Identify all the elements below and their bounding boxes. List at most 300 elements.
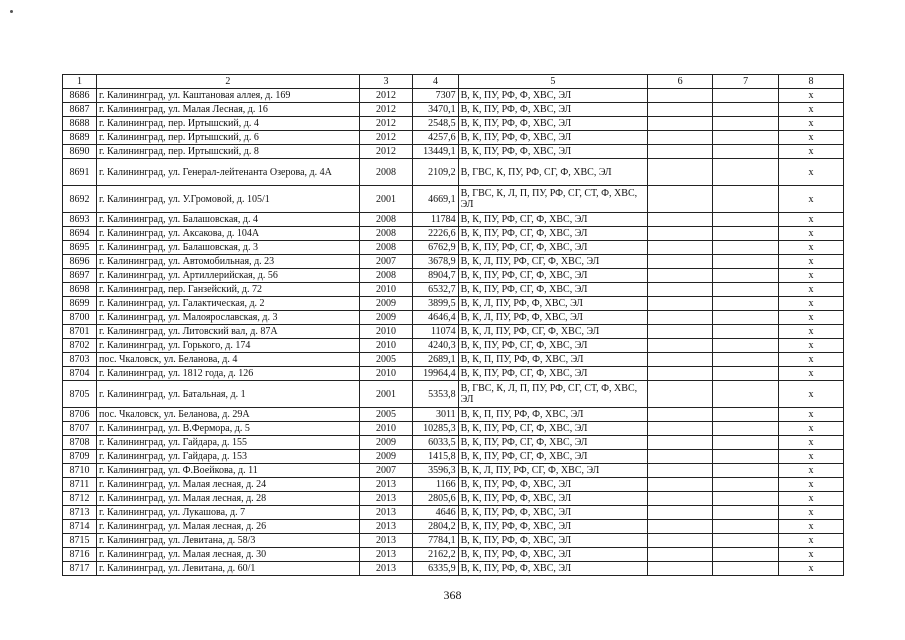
col6-cell <box>648 186 713 213</box>
table-row <box>63 89 844 103</box>
year-cell: 2001 <box>359 381 413 408</box>
year-cell: 2013 <box>359 520 413 534</box>
col8-cell: х <box>779 408 844 422</box>
row-number: 8688 <box>63 117 97 131</box>
col8-cell: х <box>779 89 844 103</box>
col7-cell <box>713 367 779 381</box>
table-row <box>63 283 844 297</box>
table-row <box>63 408 844 422</box>
col6-cell <box>648 269 713 283</box>
systems-cell: В, К, Л, ПУ, РФ, Ф, ХВС, ЭЛ <box>458 311 648 325</box>
year-cell: 2013 <box>359 534 413 548</box>
year-cell: 2013 <box>359 548 413 562</box>
col6-cell <box>648 422 713 436</box>
column-number: 6 <box>648 75 713 89</box>
year-cell: 2009 <box>359 297 413 311</box>
area-cell: 3596,3 <box>413 464 458 478</box>
area-cell: 4646 <box>413 506 458 520</box>
col7-cell <box>713 227 779 241</box>
area-cell: 11784 <box>413 213 458 227</box>
col8-cell: х <box>779 269 844 283</box>
address-cell: г. Калининград, ул. Генерал-лейтенанта Озерова, д. 4А <box>97 159 360 186</box>
systems-cell: В, К, ПУ, РФ, Ф, ХВС, ЭЛ <box>458 548 648 562</box>
table-row <box>63 159 844 186</box>
systems-cell: В, К, ПУ, РФ, СГ, Ф, ХВС, ЭЛ <box>458 436 648 450</box>
col8-cell: х <box>779 464 844 478</box>
systems-cell: В, К, ПУ, РФ, СГ, Ф, ХВС, ЭЛ <box>458 339 648 353</box>
address-cell: г. Калининград, ул. В.Фермора, д. 5 <box>97 422 360 436</box>
table-row <box>63 450 844 464</box>
col6-cell <box>648 367 713 381</box>
address-cell: г. Калининград, ул. Гайдара, д. 155 <box>97 436 360 450</box>
table-row <box>63 339 844 353</box>
address-cell: г. Калининград, пер. Иртышский, д. 6 <box>97 131 360 145</box>
col6-cell <box>648 339 713 353</box>
col6-cell <box>648 297 713 311</box>
column-number: 4 <box>413 75 458 89</box>
table-row <box>63 131 844 145</box>
col7-cell <box>713 145 779 159</box>
col8-cell: х <box>779 367 844 381</box>
col7-cell <box>713 297 779 311</box>
row-number: 8715 <box>63 534 97 548</box>
table-row <box>63 186 844 213</box>
table-row <box>63 464 844 478</box>
year-cell: 2008 <box>359 159 413 186</box>
col6-cell <box>648 145 713 159</box>
col8-cell: х <box>779 117 844 131</box>
table-row <box>63 367 844 381</box>
address-cell: г. Калининград, ул. Артиллерийская, д. 56 <box>97 269 360 283</box>
address-cell: г. Калининград, ул. Батальная, д. 1 <box>97 381 360 408</box>
area-cell: 3011 <box>413 408 458 422</box>
systems-cell: В, К, ПУ, РФ, СГ, Ф, ХВС, ЭЛ <box>458 213 648 227</box>
systems-cell: В, К, ПУ, РФ, СГ, Ф, ХВС, ЭЛ <box>458 227 648 241</box>
systems-cell: В, К, ПУ, РФ, СГ, Ф, ХВС, ЭЛ <box>458 241 648 255</box>
area-cell: 2109,2 <box>413 159 458 186</box>
year-cell: 2012 <box>359 145 413 159</box>
address-cell: г. Калининград, ул. Аксакова, д. 104А <box>97 227 360 241</box>
systems-cell: В, К, ПУ, РФ, СГ, Ф, ХВС, ЭЛ <box>458 422 648 436</box>
table-row <box>63 520 844 534</box>
address-cell: г. Калининград, ул. Малая лесная, д. 28 <box>97 492 360 506</box>
table-row <box>63 269 844 283</box>
col6-cell <box>648 436 713 450</box>
address-cell: г. Калининград, ул. Каштановая аллея, д. 169 <box>97 89 360 103</box>
systems-cell: В, К, П, ПУ, РФ, Ф, ХВС, ЭЛ <box>458 353 648 367</box>
year-cell: 2012 <box>359 131 413 145</box>
column-number: 2 <box>97 75 360 89</box>
col7-cell <box>713 436 779 450</box>
year-cell: 2013 <box>359 492 413 506</box>
systems-cell: В, К, ПУ, РФ, Ф, ХВС, ЭЛ <box>458 117 648 131</box>
area-cell: 4257,6 <box>413 131 458 145</box>
col7-cell <box>713 103 779 117</box>
col7-cell <box>713 548 779 562</box>
row-number: 8702 <box>63 339 97 353</box>
row-number: 8712 <box>63 492 97 506</box>
year-cell: 2005 <box>359 408 413 422</box>
col7-cell <box>713 283 779 297</box>
col8-cell: х <box>779 381 844 408</box>
systems-cell: В, К, Л, ПУ, РФ, СГ, Ф, ХВС, ЭЛ <box>458 325 648 339</box>
col6-cell <box>648 227 713 241</box>
col6-cell <box>648 562 713 576</box>
row-number: 8704 <box>63 367 97 381</box>
area-cell: 3678,9 <box>413 255 458 269</box>
scan-dot <box>10 10 13 13</box>
col8-cell: х <box>779 422 844 436</box>
address-cell: г. Калининград, ул. Малая лесная, д. 24 <box>97 478 360 492</box>
row-number: 8694 <box>63 227 97 241</box>
area-cell: 7307 <box>413 89 458 103</box>
col8-cell: х <box>779 311 844 325</box>
col8-cell: х <box>779 255 844 269</box>
col8-cell: х <box>779 131 844 145</box>
area-cell: 2548,5 <box>413 117 458 131</box>
column-number: 5 <box>458 75 648 89</box>
systems-cell: В, К, ПУ, РФ, Ф, ХВС, ЭЛ <box>458 562 648 576</box>
area-cell: 3899,5 <box>413 297 458 311</box>
col7-cell <box>713 339 779 353</box>
col8-cell: х <box>779 450 844 464</box>
col6-cell <box>648 492 713 506</box>
col8-cell: х <box>779 227 844 241</box>
area-cell: 2689,1 <box>413 353 458 367</box>
row-number: 8710 <box>63 464 97 478</box>
col6-cell <box>648 255 713 269</box>
area-cell: 1166 <box>413 478 458 492</box>
col7-cell <box>713 325 779 339</box>
systems-cell: В, К, ПУ, РФ, Ф, ХВС, ЭЛ <box>458 506 648 520</box>
area-cell: 4669,1 <box>413 186 458 213</box>
row-number: 8696 <box>63 255 97 269</box>
area-cell: 6033,5 <box>413 436 458 450</box>
table-row <box>63 506 844 520</box>
systems-cell: В, К, ПУ, РФ, Ф, ХВС, ЭЛ <box>458 534 648 548</box>
col8-cell: х <box>779 506 844 520</box>
address-cell: пос. Чкаловск, ул. Беланова, д. 29А <box>97 408 360 422</box>
col8-cell: х <box>779 297 844 311</box>
row-number: 8706 <box>63 408 97 422</box>
col8-cell: х <box>779 241 844 255</box>
systems-cell: В, ГВС, К, Л, П, ПУ, РФ, СГ, СТ, Ф, ХВС, ЭЛ <box>458 381 648 408</box>
systems-cell: В, ГВС, К, ПУ, РФ, СГ, Ф, ХВС, ЭЛ <box>458 159 648 186</box>
systems-cell: В, К, ПУ, РФ, Ф, ХВС, ЭЛ <box>458 492 648 506</box>
row-number: 8695 <box>63 241 97 255</box>
address-cell: г. Калининград, ул. Малая лесная, д. 26 <box>97 520 360 534</box>
row-number: 8691 <box>63 159 97 186</box>
row-number: 8713 <box>63 506 97 520</box>
table-row <box>63 213 844 227</box>
systems-cell: В, К, ПУ, РФ, Ф, ХВС, ЭЛ <box>458 89 648 103</box>
col7-cell <box>713 381 779 408</box>
year-cell: 2010 <box>359 422 413 436</box>
systems-cell: В, К, ПУ, РФ, Ф, ХВС, ЭЛ <box>458 520 648 534</box>
table-row <box>63 311 844 325</box>
col6-cell <box>648 548 713 562</box>
address-cell: г. Калининград, ул. Гайдара, д. 153 <box>97 450 360 464</box>
column-number-row <box>63 75 844 89</box>
systems-cell: В, К, ПУ, РФ, СГ, Ф, ХВС, ЭЛ <box>458 367 648 381</box>
year-cell: 2012 <box>359 89 413 103</box>
col6-cell <box>648 408 713 422</box>
area-cell: 5353,8 <box>413 381 458 408</box>
table-row <box>63 325 844 339</box>
area-cell: 3470,1 <box>413 103 458 117</box>
col6-cell <box>648 325 713 339</box>
year-cell: 2009 <box>359 311 413 325</box>
row-number: 8687 <box>63 103 97 117</box>
address-cell: г. Калининград, ул. Малая лесная, д. 30 <box>97 548 360 562</box>
systems-cell: В, К, ПУ, РФ, СГ, Ф, ХВС, ЭЛ <box>458 269 648 283</box>
col6-cell <box>648 381 713 408</box>
row-number: 8705 <box>63 381 97 408</box>
col6-cell <box>648 353 713 367</box>
column-number: 3 <box>359 75 413 89</box>
column-number: 8 <box>779 75 844 89</box>
row-number: 8698 <box>63 283 97 297</box>
area-cell: 2804,2 <box>413 520 458 534</box>
address-cell: г. Калининград, пер. Иртышский, д. 4 <box>97 117 360 131</box>
address-cell: г. Калининград, ул. Ф.Воейкова, д. 11 <box>97 464 360 478</box>
col7-cell <box>713 492 779 506</box>
col7-cell <box>713 213 779 227</box>
col7-cell <box>713 311 779 325</box>
area-cell: 2226,6 <box>413 227 458 241</box>
table-row <box>63 255 844 269</box>
year-cell: 2008 <box>359 227 413 241</box>
address-cell: г. Калининград, ул. 1812 года, д. 126 <box>97 367 360 381</box>
year-cell: 2012 <box>359 103 413 117</box>
year-cell: 2010 <box>359 325 413 339</box>
col6-cell <box>648 103 713 117</box>
area-cell: 7784,1 <box>413 534 458 548</box>
col7-cell <box>713 186 779 213</box>
area-cell: 1415,8 <box>413 450 458 464</box>
row-number: 8686 <box>63 89 97 103</box>
row-number: 8717 <box>63 562 97 576</box>
area-cell: 4240,3 <box>413 339 458 353</box>
systems-cell: В, К, ПУ, РФ, Ф, ХВС, ЭЛ <box>458 145 648 159</box>
col8-cell: х <box>779 436 844 450</box>
year-cell: 2010 <box>359 283 413 297</box>
table-row <box>63 227 844 241</box>
col8-cell: х <box>779 339 844 353</box>
col6-cell <box>648 520 713 534</box>
col7-cell <box>713 478 779 492</box>
table-row <box>63 436 844 450</box>
col7-cell <box>713 269 779 283</box>
col6-cell <box>648 534 713 548</box>
table-row <box>63 422 844 436</box>
area-cell: 8904,7 <box>413 269 458 283</box>
col7-cell <box>713 422 779 436</box>
year-cell: 2012 <box>359 117 413 131</box>
table-row <box>63 548 844 562</box>
col7-cell <box>713 520 779 534</box>
year-cell: 2010 <box>359 367 413 381</box>
col8-cell: х <box>779 534 844 548</box>
systems-cell: В, К, Л, ПУ, РФ, СГ, Ф, ХВС, ЭЛ <box>458 255 648 269</box>
systems-cell: В, К, П, ПУ, РФ, Ф, ХВС, ЭЛ <box>458 408 648 422</box>
col7-cell <box>713 506 779 520</box>
col8-cell: х <box>779 145 844 159</box>
address-cell: г. Калининград, ул. Балашовская, д. 4 <box>97 213 360 227</box>
systems-cell: В, К, ПУ, РФ, Ф, ХВС, ЭЛ <box>458 103 648 117</box>
year-cell: 2010 <box>359 339 413 353</box>
address-cell: г. Калининград, пер. Иртышский, д. 8 <box>97 145 360 159</box>
area-cell: 6532,7 <box>413 283 458 297</box>
year-cell: 2013 <box>359 562 413 576</box>
table-row <box>63 381 844 408</box>
col7-cell <box>713 534 779 548</box>
row-number: 8701 <box>63 325 97 339</box>
table-row <box>63 117 844 131</box>
year-cell: 2005 <box>359 353 413 367</box>
col7-cell <box>713 464 779 478</box>
col8-cell: х <box>779 103 844 117</box>
table-row <box>63 478 844 492</box>
systems-cell: В, К, ПУ, РФ, Ф, ХВС, ЭЛ <box>458 131 648 145</box>
address-cell: г. Калининград, ул. У.Громовой, д. 105/1 <box>97 186 360 213</box>
col7-cell <box>713 89 779 103</box>
year-cell: 2001 <box>359 186 413 213</box>
area-cell: 6335,9 <box>413 562 458 576</box>
year-cell: 2008 <box>359 269 413 283</box>
systems-cell: В, К, ПУ, РФ, СГ, Ф, ХВС, ЭЛ <box>458 450 648 464</box>
year-cell: 2007 <box>359 464 413 478</box>
col7-cell <box>713 562 779 576</box>
area-cell: 2162,2 <box>413 548 458 562</box>
col7-cell <box>713 159 779 186</box>
table-row <box>63 353 844 367</box>
area-cell: 10285,3 <box>413 422 458 436</box>
col8-cell: х <box>779 186 844 213</box>
address-cell: пос. Чкаловск, ул. Беланова, д. 4 <box>97 353 360 367</box>
area-cell: 11074 <box>413 325 458 339</box>
row-number: 8690 <box>63 145 97 159</box>
area-cell: 19964,4 <box>413 367 458 381</box>
address-cell: г. Калининград, ул. Малая Лесная, д. 16 <box>97 103 360 117</box>
systems-cell: В, К, ПУ, РФ, Ф, ХВС, ЭЛ <box>458 478 648 492</box>
address-cell: г. Калининград, ул. Литовский вал, д. 87А <box>97 325 360 339</box>
row-number: 8703 <box>63 353 97 367</box>
table-row <box>63 534 844 548</box>
row-number: 8709 <box>63 450 97 464</box>
col7-cell <box>713 408 779 422</box>
col6-cell <box>648 241 713 255</box>
row-number: 8707 <box>63 422 97 436</box>
row-number: 8697 <box>63 269 97 283</box>
year-cell: 2009 <box>359 450 413 464</box>
col8-cell: х <box>779 520 844 534</box>
housing-registry-table <box>62 74 844 576</box>
table-row <box>63 103 844 117</box>
systems-cell: В, К, Л, ПУ, РФ, СГ, Ф, ХВС, ЭЛ <box>458 464 648 478</box>
col7-cell <box>713 255 779 269</box>
year-cell: 2013 <box>359 478 413 492</box>
col6-cell <box>648 478 713 492</box>
row-number: 8693 <box>63 213 97 227</box>
address-cell: г. Калининград, ул. Малоярославская, д. 3 <box>97 311 360 325</box>
address-cell: г. Калининград, ул. Лукашова, д. 7 <box>97 506 360 520</box>
systems-cell: В, ГВС, К, Л, П, ПУ, РФ, СГ, СТ, Ф, ХВС, ЭЛ <box>458 186 648 213</box>
col7-cell <box>713 241 779 255</box>
table-row <box>63 145 844 159</box>
area-cell: 2805,6 <box>413 492 458 506</box>
col7-cell <box>713 117 779 131</box>
col8-cell: х <box>779 283 844 297</box>
row-number: 8716 <box>63 548 97 562</box>
col6-cell <box>648 131 713 145</box>
systems-cell: В, К, ПУ, РФ, СГ, Ф, ХВС, ЭЛ <box>458 283 648 297</box>
address-cell: г. Калининград, ул. Левитана, д. 60/1 <box>97 562 360 576</box>
address-cell: г. Калининград, ул. Левитана, д. 58/3 <box>97 534 360 548</box>
column-number: 7 <box>713 75 779 89</box>
address-cell: г. Калининград, ул. Горького, д. 174 <box>97 339 360 353</box>
table-body <box>63 75 844 576</box>
address-cell: г. Калининград, ул. Балашовская, д. 3 <box>97 241 360 255</box>
year-cell: 2007 <box>359 255 413 269</box>
col6-cell <box>648 89 713 103</box>
systems-cell: В, К, Л, ПУ, РФ, Ф, ХВС, ЭЛ <box>458 297 648 311</box>
table-row <box>63 297 844 311</box>
col6-cell <box>648 117 713 131</box>
col8-cell: х <box>779 478 844 492</box>
col6-cell <box>648 450 713 464</box>
area-cell: 13449,1 <box>413 145 458 159</box>
col7-cell <box>713 450 779 464</box>
col6-cell <box>648 213 713 227</box>
year-cell: 2013 <box>359 506 413 520</box>
page-number: 368 <box>443 588 462 602</box>
table-row <box>63 492 844 506</box>
address-cell: г. Калининград, ул. Галактическая, д. 2 <box>97 297 360 311</box>
row-number: 8708 <box>63 436 97 450</box>
row-number: 8689 <box>63 131 97 145</box>
col6-cell <box>648 464 713 478</box>
col8-cell: х <box>779 548 844 562</box>
col6-cell <box>648 311 713 325</box>
col7-cell <box>713 353 779 367</box>
address-cell: г. Калининград, пер. Ганзейский, д. 72 <box>97 283 360 297</box>
year-cell: 2008 <box>359 213 413 227</box>
year-cell: 2009 <box>359 436 413 450</box>
year-cell: 2008 <box>359 241 413 255</box>
col8-cell: х <box>779 492 844 506</box>
column-number: 1 <box>63 75 97 89</box>
area-cell: 4646,4 <box>413 311 458 325</box>
col8-cell: х <box>779 353 844 367</box>
col6-cell <box>648 283 713 297</box>
area-cell: 6762,9 <box>413 241 458 255</box>
col8-cell: х <box>779 325 844 339</box>
row-number: 8692 <box>63 186 97 213</box>
row-number: 8714 <box>63 520 97 534</box>
table-row <box>63 241 844 255</box>
col8-cell: х <box>779 562 844 576</box>
row-number: 8700 <box>63 311 97 325</box>
col7-cell <box>713 131 779 145</box>
table-row <box>63 562 844 576</box>
col6-cell <box>648 506 713 520</box>
address-cell: г. Калининград, ул. Автомобильная, д. 23 <box>97 255 360 269</box>
row-number: 8699 <box>63 297 97 311</box>
row-number: 8711 <box>63 478 97 492</box>
col8-cell: х <box>779 159 844 186</box>
col6-cell <box>648 159 713 186</box>
